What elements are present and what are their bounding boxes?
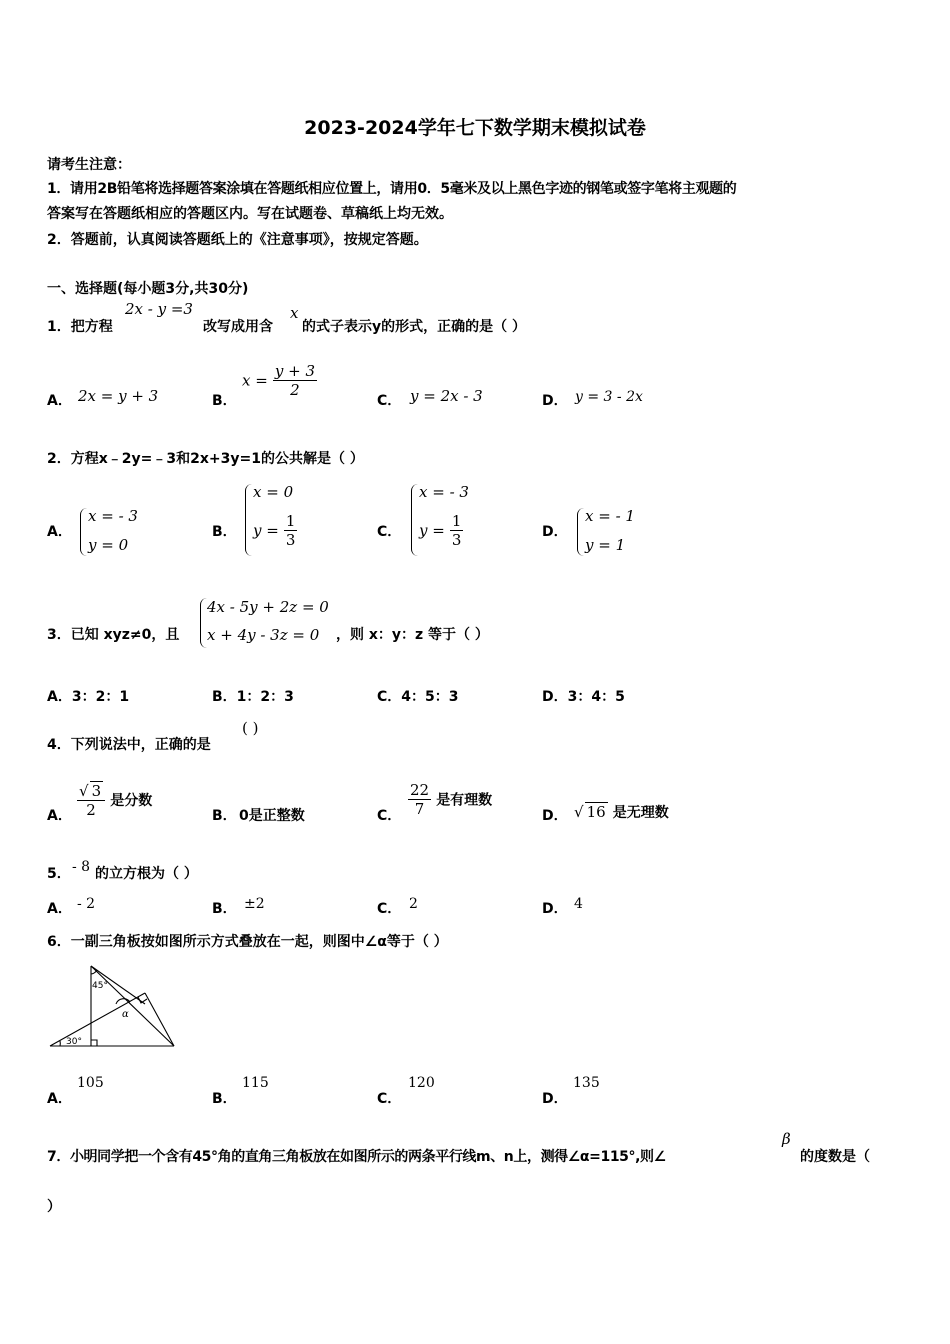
q6-option-c-label[interactable]: C． [377, 1091, 402, 1107]
q2-option-a-label[interactable]: A． [47, 524, 72, 540]
q4-option-c-fraction [408, 781, 431, 818]
q5-option-b[interactable]: ±2 [244, 896, 265, 912]
q2-option-a-eq2[interactable]: y = 0 [88, 536, 129, 554]
fraction-numerator: 1 [451, 512, 462, 530]
q2-stem: 2．方程x﹣2y=﹣3和2x+3y=1的公共解是（ ） [47, 451, 364, 467]
q4-paren: ( ) [242, 719, 259, 737]
angle-label-30: 30° [66, 1037, 82, 1047]
q6-option-a-label[interactable]: A． [47, 1091, 72, 1107]
angle-label-alpha: α [122, 1009, 129, 1020]
q5-value: - 8 [72, 859, 91, 875]
q1-equation: 2x - y =3 [125, 300, 193, 318]
q1-option-a[interactable]: 2x = y + 3 [78, 387, 159, 405]
q5-stem-post: 的立方根为（ ） [95, 866, 198, 882]
q6-option-b[interactable]: 115 [242, 1075, 269, 1091]
fraction-numerator: 22 [410, 781, 430, 799]
q2-option-d-brace [577, 508, 584, 556]
q4-option-c-text: 是有理数 [436, 792, 493, 809]
q5-stem-pre: 5． [47, 866, 71, 882]
q2-option-b-eq2[interactable] [253, 512, 297, 549]
q4-option-b[interactable]: 0是正整数 [239, 808, 305, 824]
q2-option-d-label[interactable]: D． [542, 524, 568, 540]
q3-eq2: x + 4y - 3z = 0 [207, 626, 320, 644]
q3-stem-pre: 3．已知 xyz≠0，且 [47, 627, 180, 643]
q1-stem-post: 的式子表示y的形式，正确的是（ ） [302, 319, 526, 335]
q6-option-a[interactable]: 105 [77, 1075, 104, 1091]
q4-option-a[interactable] [77, 781, 152, 819]
q1-option-c-label[interactable]: C． [377, 393, 402, 409]
notice-line1b: 答案写在答题纸相应的答题区内。写在试题卷、草稿纸上均无效。 [47, 206, 453, 222]
notice-line2: 2．答题前，认真阅读答题纸上的《注意事项》，按规定答题。 [47, 232, 428, 248]
q1-option-b[interactable] [242, 362, 317, 399]
q3-stem-post: ，则 x：y：z 等于（ ） [336, 627, 489, 643]
diagonal [91, 966, 174, 1046]
q2-option-a-brace [80, 508, 87, 556]
q4-stem: 4．下列说法中，正确的是 [47, 737, 211, 753]
section-heading: 一、选择题(每小题3分,共30分) [47, 281, 249, 297]
hypotenuse-30 [50, 993, 145, 1046]
angle-label-45: 45° [92, 981, 108, 991]
q4-option-d-text: 是无理数 [612, 805, 669, 821]
q1-option-a-label[interactable]: A． [47, 393, 72, 409]
q2-option-c-eq1[interactable]: x = - 3 [419, 483, 469, 501]
q2-option-c-label[interactable]: C． [377, 524, 402, 540]
q7-stem-pre: 7．小明同学把一个含有45°角的直角三角板放在如图所示的两条平行线m、n上，测得∠α=115°,则∠ [47, 1149, 666, 1165]
q4-option-c[interactable] [408, 781, 492, 818]
q4-option-b-label[interactable]: B． [212, 808, 237, 824]
q6-triangle-figure [46, 960, 180, 1052]
q5-option-c-label[interactable]: C． [377, 901, 402, 917]
q7-stem-post: 的度数是（ [800, 1149, 870, 1165]
q2-option-b-label[interactable]: B． [212, 524, 237, 540]
q1-option-b-fraction [273, 362, 317, 399]
fraction-numerator: y + 3 [274, 362, 316, 380]
q1-option-c[interactable]: y = 2x - 3 [410, 387, 483, 405]
radicand: 16 [586, 803, 606, 821]
q6-option-d-label[interactable]: D． [542, 1091, 568, 1107]
q6-stem: 6．一副三角板按如图所示方式叠放在一起，则图中∠α等于（ ） [47, 934, 448, 950]
q5-option-d-label[interactable]: D． [542, 901, 568, 917]
right-angle-mark-bottom [91, 1040, 97, 1046]
q3-system-brace [200, 598, 207, 648]
q5-option-a[interactable]: - 2 [77, 896, 96, 912]
q2-option-b-brace [245, 484, 252, 556]
q3-option-c[interactable]: C．4：5：3 [377, 689, 459, 705]
notice-line1a: 1．请用2B铅笔将选择题答案涂填在答题纸相应位置上，请用0．5毫米及以上黑色字迹的钢笔或签字笔将主观题的 [47, 181, 737, 197]
q6-option-c[interactable]: 120 [408, 1075, 435, 1091]
fraction-denominator: 3 [285, 531, 296, 549]
q5-option-b-label[interactable]: B． [212, 901, 237, 917]
q4-option-d-label[interactable]: D． [542, 808, 568, 824]
q6-option-d[interactable]: 135 [573, 1075, 600, 1091]
q1-option-b-lhs: x = [242, 371, 268, 390]
q1-stem-pre: 1．把方程 [47, 319, 113, 335]
angle-arc-45 [91, 970, 97, 974]
q6-option-b-label[interactable]: B． [212, 1091, 237, 1107]
q5-option-d[interactable]: 4 [574, 896, 583, 912]
fraction-denominator: 2 [86, 801, 96, 819]
short-leg [145, 993, 174, 1046]
fraction-denominator: 2 [290, 381, 300, 399]
fraction-numerator: 1 [285, 512, 296, 530]
q1-option-d[interactable]: y = 3 - 2x [575, 389, 643, 405]
eq-lhs: y = [419, 521, 445, 540]
q4-option-a-fraction [77, 781, 105, 819]
fraction-numerator: √ 3 [77, 781, 105, 801]
q4-option-c-label[interactable]: C． [377, 808, 402, 824]
q1-stem-mid: 改写成用含 [203, 319, 273, 335]
sqrt-sign: √ [574, 803, 584, 821]
q3-option-b[interactable]: B．1：2：3 [212, 689, 294, 705]
q2-option-c-brace [411, 484, 418, 556]
eq-fraction [450, 512, 464, 549]
q4-option-d[interactable] [574, 802, 669, 822]
q7-beta: β [782, 1130, 791, 1148]
q1-option-d-label[interactable]: D． [542, 393, 568, 409]
q5-option-a-label[interactable]: A． [47, 901, 72, 917]
q2-option-d-eq2[interactable]: y = 1 [585, 536, 626, 554]
q4-option-a-label[interactable]: A． [47, 808, 72, 824]
page-title: 2023-2024学年七下数学期末模拟试卷 [304, 117, 646, 139]
q1-variable: x [290, 304, 299, 322]
q3-option-a[interactable]: A．3：2：1 [47, 689, 130, 705]
q2-option-a-eq1[interactable]: x = - 3 [88, 507, 138, 525]
q4-option-a-text: 是分数 [110, 793, 153, 809]
radicand: 3 [91, 782, 102, 800]
q3-option-d[interactable]: D．3：4：5 [542, 689, 625, 705]
notice-heading: 请考生注意： [47, 157, 131, 173]
fraction-denominator: 7 [414, 800, 425, 818]
q5-option-c[interactable]: 2 [409, 896, 418, 912]
q1-option-b-label[interactable]: B． [212, 393, 237, 409]
fraction-denominator: 3 [451, 531, 462, 549]
q2-option-b-eq1[interactable]: x = 0 [253, 483, 294, 501]
eq-lhs: y = [253, 521, 279, 540]
right-angle-mark-top [138, 997, 147, 1003]
q7-stem-cont: ） [47, 1199, 61, 1215]
q2-option-d-eq1[interactable]: x = - 1 [585, 507, 635, 525]
q2-option-c-eq2[interactable] [419, 512, 463, 549]
eq-fraction [284, 512, 298, 549]
q3-eq1: 4x - 5y + 2z = 0 [207, 598, 329, 616]
